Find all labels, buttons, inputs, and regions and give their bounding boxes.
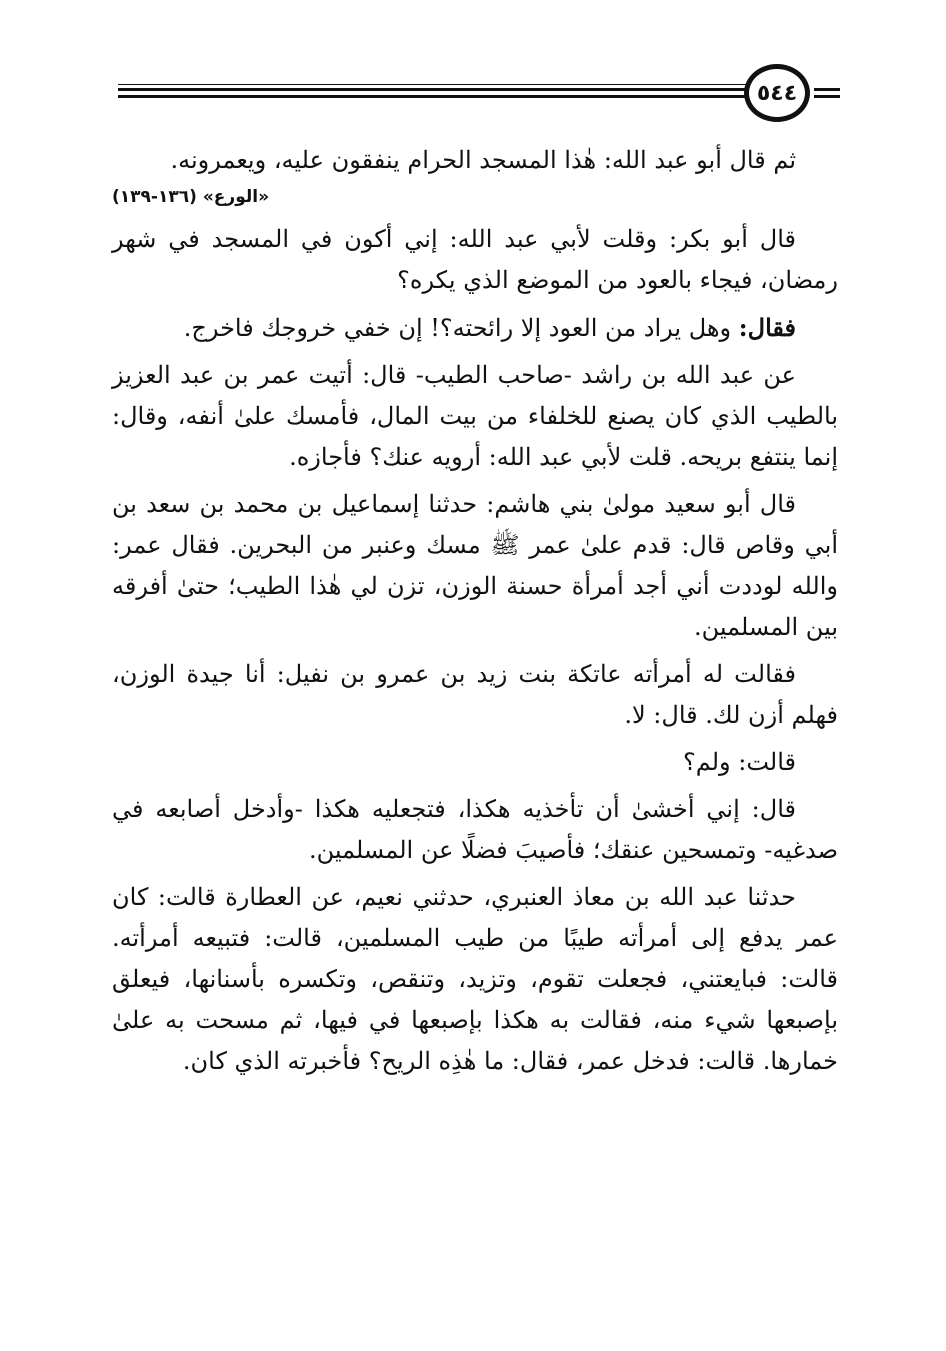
paragraph: حدثنا عبد الله بن معاذ العنبري، حدثني نعيم، عن العطارة قالت: كان عمر يدفع إلى أمرأته طيبًا من طيب المسلمين، قالت: فتبيعه أمرأته. قالت: فبايعتني، فجعلت تقوم، وتزيد، وتنقص، وتكسره بأسنانها، فيعلق بإصبعها شيء منه، فقالت به هكذا بإصبعها في فيها، ثم مسحت به علىٰ خمارها. قالت: فدخل عمر، فقال: ما هٰذِه الريح؟ فأخبرته الذي كان. (112, 883, 838, 1075)
paragraph: قالت: ولم؟ (683, 748, 796, 776)
header-rule (814, 88, 840, 91)
header-rule (118, 84, 748, 85)
header-rule (118, 95, 748, 98)
header-rule (118, 88, 748, 91)
page-body (112, 140, 838, 1088)
paragraph: قال: إني أخشىٰ أن تأخذيه هكذا، فتجعليه هكذا -وأدخل أصابعه في صدغيه- وتمسحين عنقك؛ فأصيبَ فضلًا عن المسلمين. (112, 795, 838, 864)
paragraph-lead: فقال: (738, 313, 796, 342)
paragraph: قال أبو سعيد مولىٰ بني هاشم: حدثنا إسماعيل بن محمد بن سعد بن أبي وقاص قال: قدم علىٰ عمر ﷺ مسك وعنبر من البحرين. فقال عمر: والله لوددت أني أجد أمرأة حسنة الوزن، تزن لي هٰذا الطيب؛ حتىٰ أفرقه بين المسلمين. (112, 490, 838, 641)
header-rule (814, 95, 840, 98)
paragraph: عن عبد الله بن راشد -صاحب الطيب- قال: أتيت عمر بن عبد العزيز بالطيب الذي كان يصنع للخلفاء من بيت المال، فأمسك علىٰ أنفه، وقال: إنما ينتفع بريحه. قلت لأبي عبد الله: أرويه عنك؟ فأجازه. (112, 361, 838, 471)
paragraph (112, 307, 838, 349)
paragraph: قال أبو بكر: وقلت لأبي عبد الله: إني أكون في المسجد في شهر رمضان، فيجاء بالعود من الموضع الذي يكره؟ (112, 225, 838, 294)
citation: «الورع» (١٣٦-١٣٩) (112, 187, 270, 207)
page-number: ٥٤٤ (756, 80, 798, 106)
page-header (112, 58, 842, 130)
paragraph: فقالت له أمرأته عاتكة بنت زيد بن عمرو بن نفيل: أنا جيدة الوزن، فهلم أزن لك. قال: لا. (112, 660, 838, 729)
page-number-badge (744, 64, 810, 122)
paragraph: ثم قال أبو عبد الله: هٰذا المسجد الحرام ينفقون عليه، ويعمرونه. (170, 146, 796, 174)
paragraph-text: وهل يراد من العود إلا رائحته؟! إن خفي خروجك فاخرج. (183, 314, 739, 342)
